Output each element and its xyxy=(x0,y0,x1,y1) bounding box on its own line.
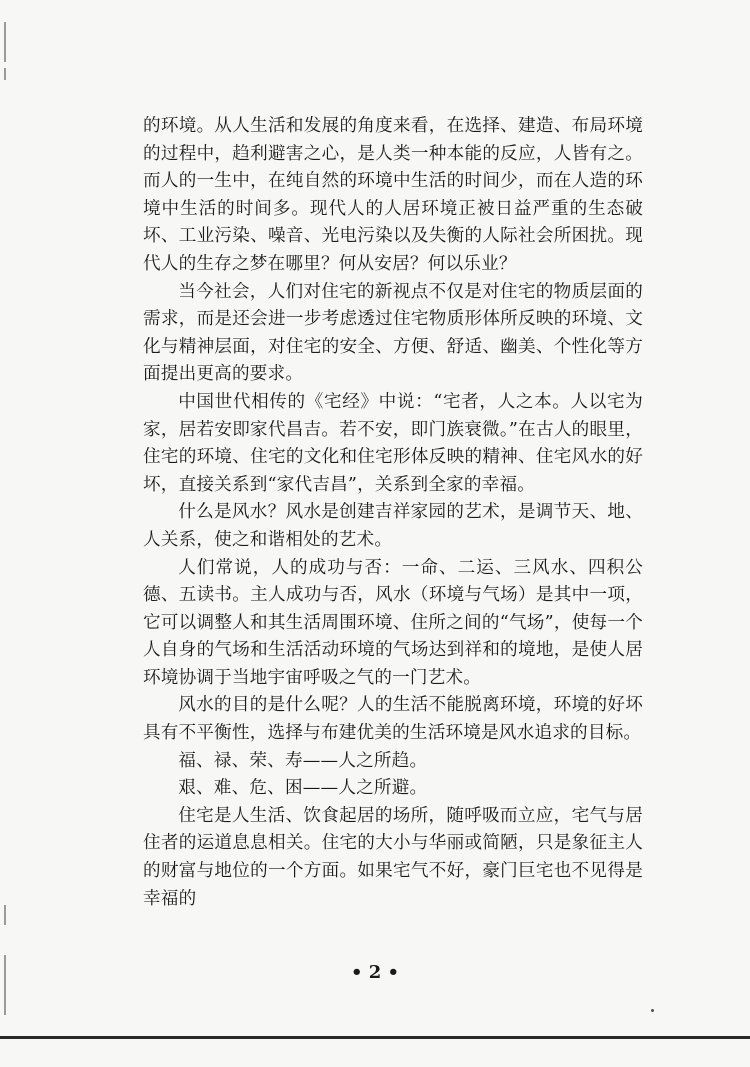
page-number: • 2 • xyxy=(350,962,400,983)
scan-edge-mark xyxy=(4,905,6,925)
bottom-rule xyxy=(0,1036,750,1039)
paragraph: 当今社会，人们对住宅的新视点不仅是对住宅的物质层面的需求，而是还会进一步考虑透过住宅物质形体所反映的环境、文化与精神层面，对住宅的安全、方便、舒适、幽美、个性化等方面提出更高的要求。 xyxy=(143,281,643,385)
scan-speck xyxy=(651,1009,654,1012)
paragraph: 人们常说，人的成功与否：一命、二运、三风水、四积公德、五读书。主人成功与否，风水（环境与气场）是其中一项，它可以调整人和其生活周围环境、住所之间的“气场”，使每一个人自身的气场和生活活动环境的气场达到祥和的境地，是使人居环境协调于当地宇宙呼吸之气的一门艺术。 xyxy=(143,557,643,688)
scan-edge-mark xyxy=(4,22,6,62)
body-text xyxy=(143,113,643,913)
paragraph: 的环境。从人生活和发展的角度来看，在选择、建造、布局环境的过程中，趋利避害之心，是人类一种本能的反应，人皆有之。而人的一生中，在纯自然的环境中生活的时间少，而在人造的环境中生活的时间多。现代人的人居环境正被日益严重的生态破坏、工业污染、噪音、光电污染以及失衡的人际社会所困扰。现代人的生存之梦在哪里？何从安居？何以乐业？ xyxy=(143,116,643,274)
paragraph: 风水的目的是什么呢？人的生活不能脱离环境，环境的好坏具有不平衡性，选择与布建优美的生活环境是风水追求的目标。 xyxy=(143,695,643,744)
paragraph: 什么是风水？风水是创建吉祥家园的艺术，是调节天、地、人关系，使之和谐相处的艺术。 xyxy=(143,502,643,550)
scan-edge-mark xyxy=(4,68,6,80)
paragraph: 住宅是人生活、饮食起居的场所，随呼吸而立应，宅气与居住者的运道息息相关。住宅的大小与华丽或简陋，只是象征主人的财富与地位的一个方面。如果宅气不好，豪门巨宅也不见得是幸福的 xyxy=(143,805,643,909)
paragraph: 艰、难、危、困——人之所避。 xyxy=(178,778,428,799)
paragraph: 中国世代相传的《宅经》中说：“宅者，人之本。人以宅为家，居若安即家代昌吉。若不安，即门族衰微。”在古人的眼里，住宅的环境、住宅的文化和住宅形体反映的精神、住宅风水的好坏，直接关系到“家代吉昌”，关系到全家的幸福。 xyxy=(143,391,643,495)
paragraph: 福、禄、荣、寿——人之所趋。 xyxy=(178,750,428,771)
